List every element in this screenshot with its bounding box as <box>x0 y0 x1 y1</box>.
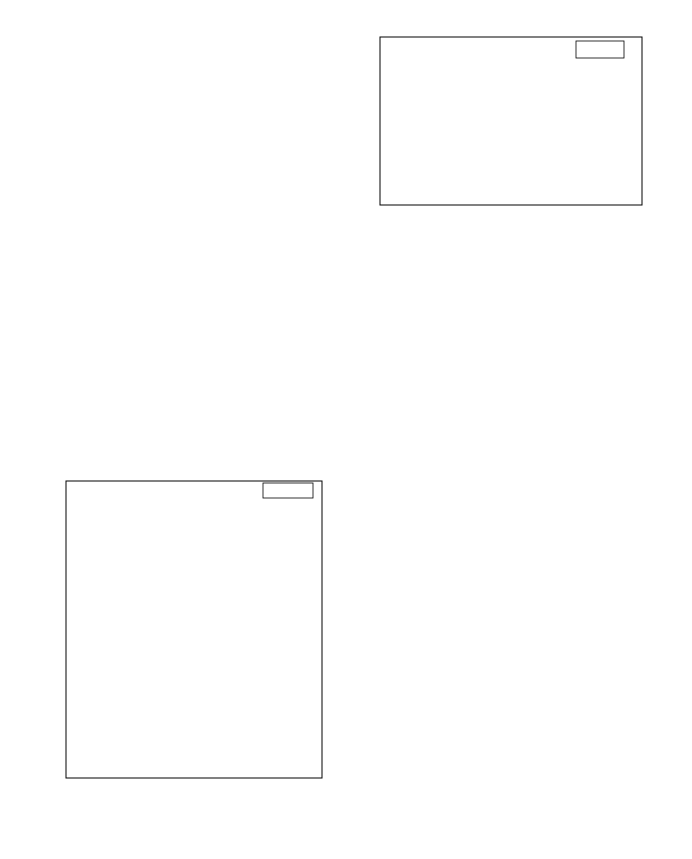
page-header <box>36 9 656 21</box>
powder-box <box>263 483 313 498</box>
plot-frame <box>380 37 642 205</box>
figure-7-chart <box>36 478 341 818</box>
powder-box <box>576 41 624 58</box>
plot-frame <box>66 481 322 778</box>
figure-8-chart <box>352 33 654 248</box>
